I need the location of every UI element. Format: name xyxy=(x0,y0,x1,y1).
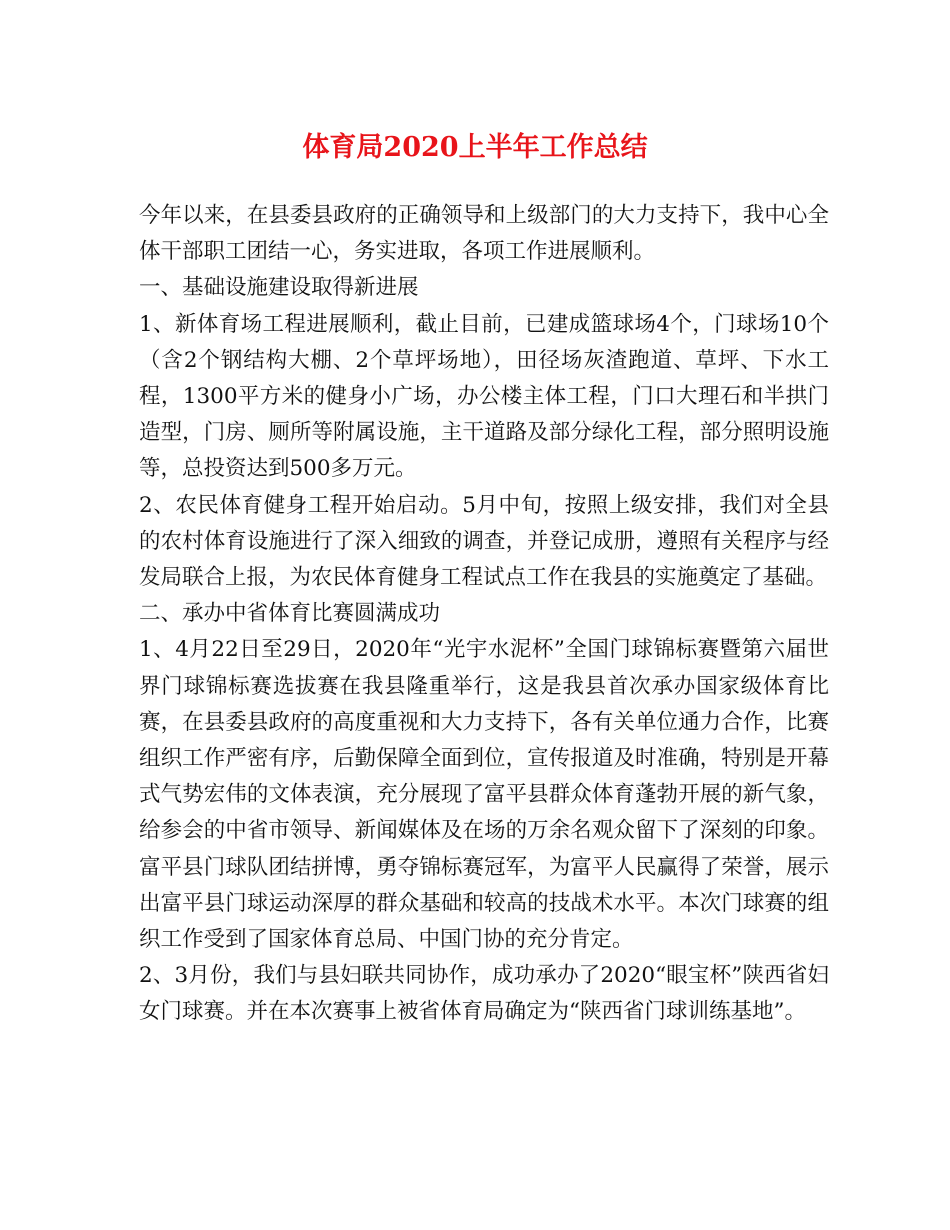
document-title: 体育局2020上半年工作总结 xyxy=(302,132,648,163)
section-heading-competitions: 二、承办中省体育比赛圆满成功 xyxy=(139,601,441,627)
paragraph-national-gateball: 1、4月22日至29日，2020年“光宇水泥杯”全国门球锦标赛暨第六届世界门球锦标赛选拔赛在我县隆重举行，这是我县首次承办国家级体育比赛，在县委县政府的高度重视和大力支持下，各有关单位通力合作，比赛组织工作严密有序，后勤保障全面到位，宣传报道及时准确，特别是开幕式气势宏伟的文体表演，充分展现了富平县群众体育蓬勃开展的新气象，给参会的中省市领导、新闻媒体及在场的万余名观众留下了深刻的印象。富平县门球队团结拼博，勇夺锦标赛冠军，为富平人民赢得了荣誉，展示出富平县门球运动深厚的群众基础和较高的技战术水平。本次门球赛的组织工作受到了国家体育总局、中国门协的充分肯定。 xyxy=(139,637,829,953)
document-body xyxy=(139,198,829,1031)
intro-paragraph: 今年以来，在县委县政府的正确领导和上级部门的大力支持下，我中心全体干部职工团结一心，务实进取，各项工作进展顺利。 xyxy=(139,203,829,265)
section-heading-infrastructure: 一、基础设施建设取得新进展 xyxy=(139,275,419,301)
paragraph-farmer-fitness: 2、农民体育健身工程开始启动。5月中旬，按照上级安排，我们对全县的农村体育设施进行了深入细致的调查，并登记成册，遵照有关程序与经发局联合上报，为农民体育健身工程试点工作在我县的实施奠定了基础。 xyxy=(139,492,829,591)
paragraph-stadium-project: 1、新体育场工程进展顺利，截止目前，已建成篮球场4个，门球场10个（含2个钢结构大棚、2个草坪场地），田径场灰渣跑道、草坪、下水工程，1300平方米的健身小广场，办公楼主体工程，门口大理石和半拱门造型，门房、厕所等附属设施，主干道路及部分绿化工程，部分照明设施等，总投资达到500多万元。 xyxy=(139,311,829,482)
paragraph-womens-gateball: 2、3月份，我们与县妇联共同协作，成功承办了2020“眼宝杯”陕西省妇女门球赛。并在本次赛事上被省体育局确定为“陕西省门球训练基地”。 xyxy=(139,963,829,1025)
